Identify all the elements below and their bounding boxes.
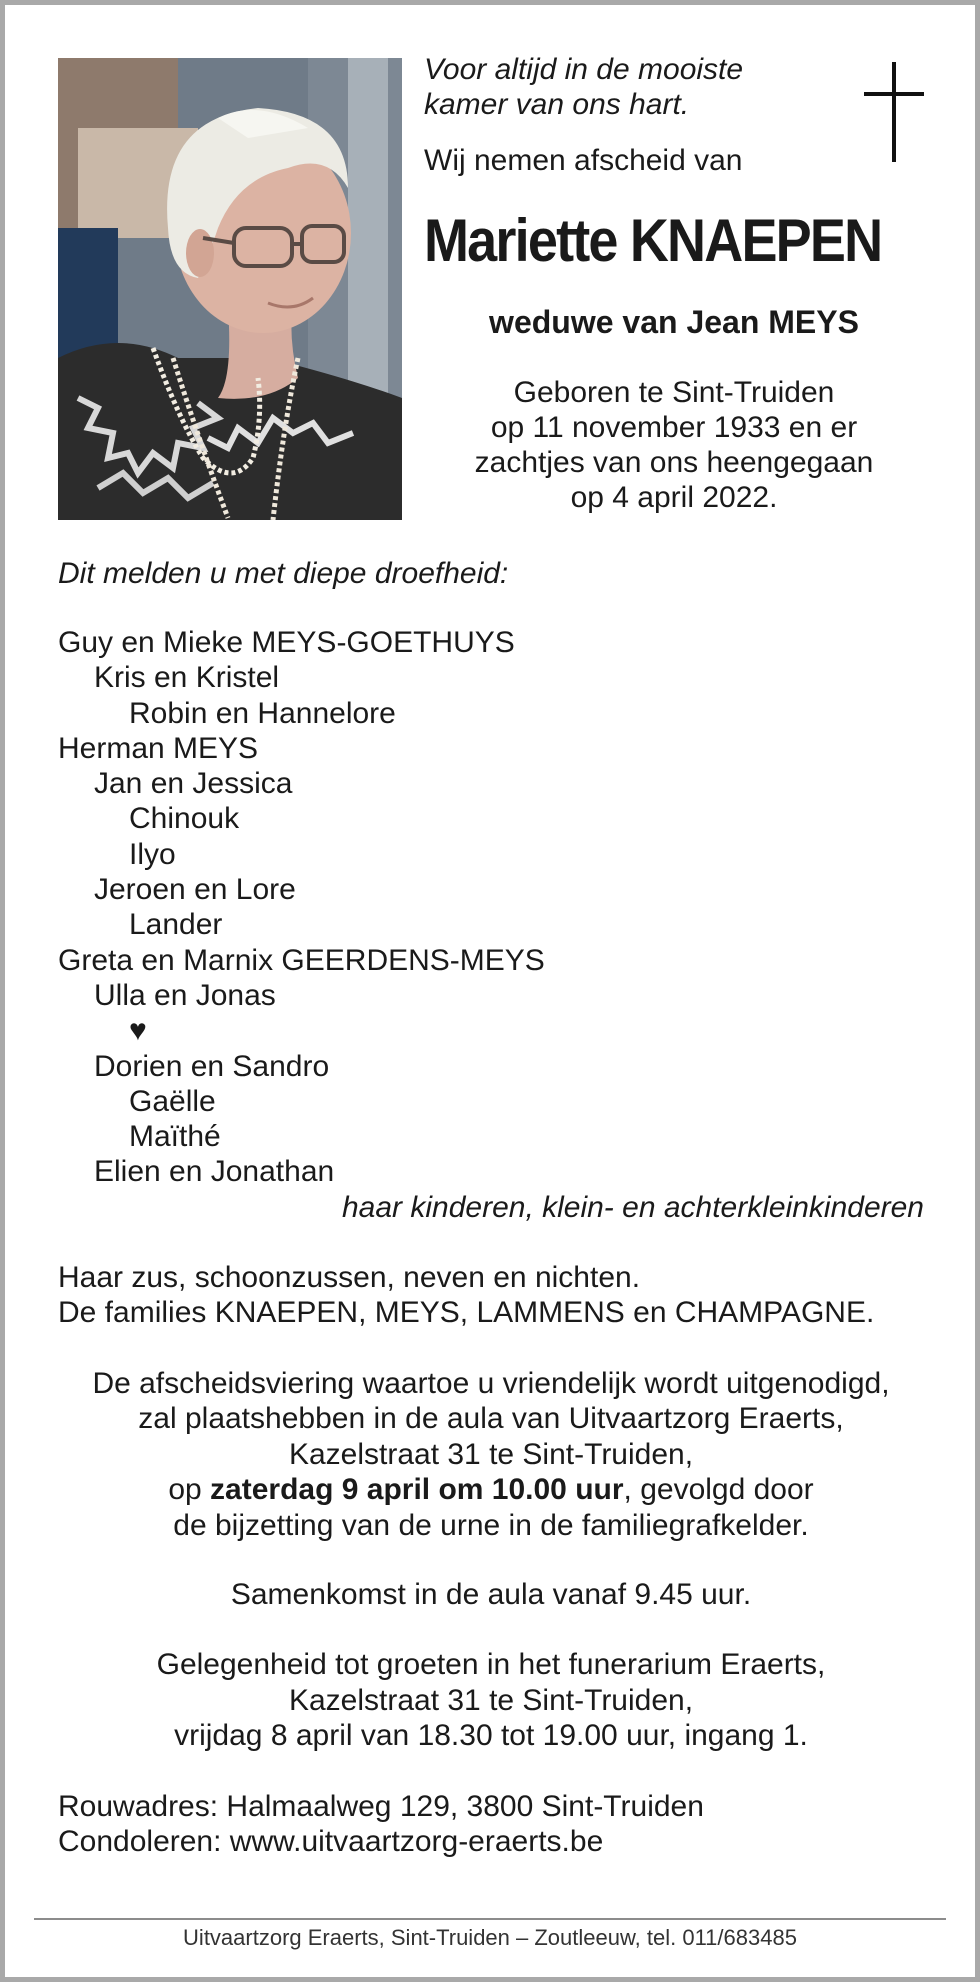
motto bbox=[424, 52, 804, 122]
announcement-line: Dit melden u met diepe droefheid: bbox=[58, 557, 509, 590]
birth-details bbox=[424, 375, 924, 515]
portrait-photo bbox=[58, 58, 402, 520]
header-text bbox=[424, 52, 924, 515]
motto-line: kamer van ons hart. bbox=[424, 88, 690, 121]
visit-line: vrijdag 8 april van 18.30 tot 19.00 uur, ingang 1. bbox=[174, 1719, 808, 1753]
family-member: Jan en Jessica bbox=[94, 767, 293, 801]
heart-icon: ♥ bbox=[129, 1014, 147, 1048]
relatives-line: Haar zus, schoonzussen, neven en nichten. bbox=[58, 1260, 641, 1294]
funeral-home-footer: Uitvaartzorg Eraerts, Sint-Truiden – Zoutleeuw, tel. 011/683485 bbox=[183, 1925, 797, 1950]
header-section bbox=[58, 52, 924, 557]
ceremony-line: Kazelstraat 31 te Sint-Truiden, bbox=[288, 1437, 694, 1471]
family-list bbox=[58, 625, 924, 1190]
family-member: Ulla en Jonas bbox=[94, 978, 276, 1012]
obituary-card bbox=[58, 52, 924, 1860]
ceremony-date-line bbox=[58, 1472, 924, 1508]
family-member: Maïthé bbox=[129, 1120, 221, 1154]
ceremony-details bbox=[58, 1366, 924, 1544]
family-signature: haar kinderen, klein- en achterkleinkinderen bbox=[341, 1190, 924, 1224]
family-member: Gaëlle bbox=[129, 1084, 216, 1118]
footer-divider bbox=[34, 1918, 946, 1920]
family-member: Herman MEYS bbox=[58, 731, 259, 765]
family-member: Elien en Jonathan bbox=[94, 1155, 335, 1189]
family-member: Guy en Mieke MEYS-GOETHUYS bbox=[58, 626, 515, 659]
birth-line: zachtjes van ons heengegaan bbox=[474, 446, 874, 479]
family-member: Dorien en Sandro bbox=[94, 1049, 330, 1083]
gathering-info: Samenkomst in de aula vanaf 9.45 uur. bbox=[230, 1578, 752, 1612]
ceremony-date-post: , gevolgd door bbox=[623, 1473, 814, 1507]
cross-icon bbox=[864, 62, 924, 162]
spouse-line: weduwe van Jean MEYS bbox=[489, 304, 859, 340]
mourning-address: Rouwadres: Halmaalweg 129, 3800 Sint-Truiden bbox=[58, 1789, 704, 1823]
family-member: Kris en Kristel bbox=[94, 661, 280, 695]
family-member: Ilyo bbox=[129, 837, 176, 871]
relatives-line: De families KNAEPEN, MEYS, LAMMENS en CHAMPAGNE. bbox=[58, 1296, 875, 1330]
contact-info bbox=[58, 1789, 924, 1860]
condolence-link[interactable]: Condoleren: www.uitvaartzorg-eraerts.be bbox=[58, 1825, 604, 1859]
family-member: Greta en Marnix GEERDENS-MEYS bbox=[58, 943, 545, 977]
ceremony-line: de bijzetting van de urne in de familiegrafkelder. bbox=[173, 1508, 809, 1542]
ceremony-date-pre: op bbox=[168, 1473, 211, 1507]
birth-line: op 4 april 2022. bbox=[570, 481, 778, 514]
ceremony-line: De afscheidsviering waartoe u vriendelijk wordt uitgenodigd, bbox=[92, 1366, 890, 1400]
visitation-details bbox=[58, 1647, 924, 1754]
motto-line: Voor altijd in de mooiste bbox=[424, 53, 744, 86]
visit-line: Gelegenheid tot groeten in het funerarium Eraerts, bbox=[156, 1648, 826, 1682]
deceased-name: Mariette KNAEPEN bbox=[424, 207, 882, 274]
visit-line: Kazelstraat 31 te Sint-Truiden, bbox=[288, 1683, 694, 1717]
ceremony-line: zal plaatshebben in de aula van Uitvaartzorg Eraerts, bbox=[138, 1402, 844, 1436]
birth-line: Geboren te Sint-Truiden bbox=[513, 376, 835, 409]
ceremony-date: zaterdag 9 april om 10.00 uur bbox=[210, 1473, 624, 1507]
family-member: Chinouk bbox=[129, 802, 240, 836]
relatives bbox=[58, 1260, 924, 1331]
family-member: Lander bbox=[129, 908, 223, 942]
birth-line: op 11 november 1933 en er bbox=[490, 411, 858, 444]
intro-text: Wij nemen afscheid van bbox=[424, 144, 743, 177]
family-member: Jeroen en Lore bbox=[94, 873, 296, 907]
family-member: Robin en Hannelore bbox=[129, 696, 396, 730]
